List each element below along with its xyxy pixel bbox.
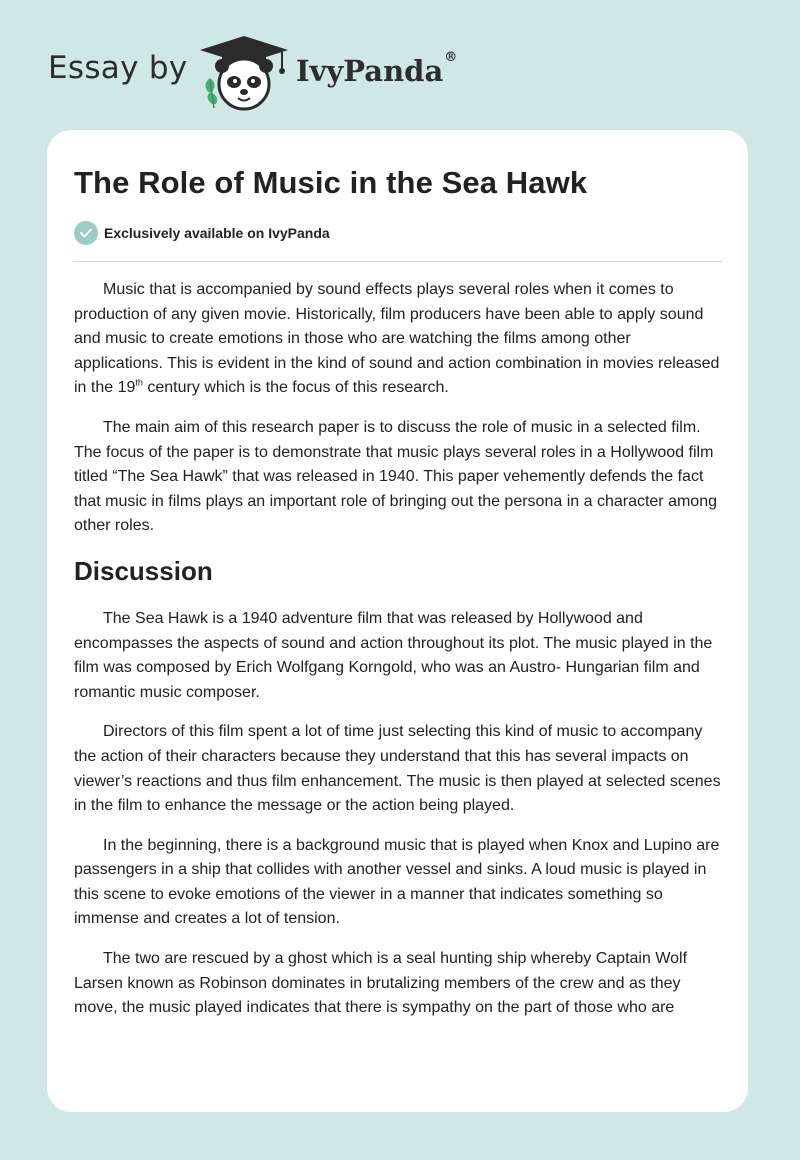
section-heading-discussion: Discussion	[74, 555, 213, 586]
badge-text: Exclusively available on IvyPanda	[104, 225, 330, 241]
site-header	[0, 0, 800, 130]
paragraph: The two are rescued by a ghost which is a seal hunting ship whereby Captain Wolf Larsen known as Robinson dominates in brutalizing members of the crew and as they move, the music played indicates that there is sympathy on the part of those who are	[74, 950, 688, 1017]
paragraph: In the beginning, there is a background music that is played when Knox and Lupino are passengers in a ship that collides with another vessel and sinks. A loud music is played in this scene to evoke emotions of the viewer in a manner that indicates something so immense and creates a lot of tension.	[74, 836, 720, 928]
article-card	[47, 130, 748, 1112]
essay-by-label: Essay by	[48, 50, 188, 86]
panda-logo-icon	[198, 34, 290, 112]
paragraph: Music that is accompanied by sound effects plays several roles when it comes to production of any given movie. Historically, film producers have been able to apply sound and music to create emotions in those who are watching the films among other applications. This is evident in the kind of sound and action combination in movies released in the 19th century which is the focus of this research.	[74, 281, 720, 397]
brand-name: IvyPanda®	[296, 50, 458, 88]
check-icon	[74, 221, 98, 245]
article-title: The Role of Music in the Sea Hawk	[74, 165, 588, 200]
paragraph: The Sea Hawk is a 1940 adventure film that was released by Hollywood and encompasses the aspects of sound and action throughout its plot. The music played in the film was composed by Erich Wolfgang Korngold, who was an Austro- Hungarian film and romantic music composer.	[74, 609, 713, 701]
divider	[74, 261, 723, 262]
paragraph: The main aim of this research paper is to discuss the role of music in a selected film. The focus of the paper is to demonstrate that music plays several roles in a Hollywood film titled “The Sea Hawk” that was released in 1940. This paper vehemently defends the fact that music in films plays an important role of bringing out the persona in a character among other roles.	[74, 418, 717, 535]
article-content	[74, 160, 724, 1036]
paragraph: Directors of this film spent a lot of time just selecting this kind of music to accompany the action of their characters because they understand that this has several impacts on viewer’s reactions and thus film enhancement. The music is then played at selected scenes in the film to enhance the message or the action being played.	[74, 723, 721, 815]
article-body	[74, 278, 724, 1021]
exclusive-badge	[74, 220, 724, 246]
